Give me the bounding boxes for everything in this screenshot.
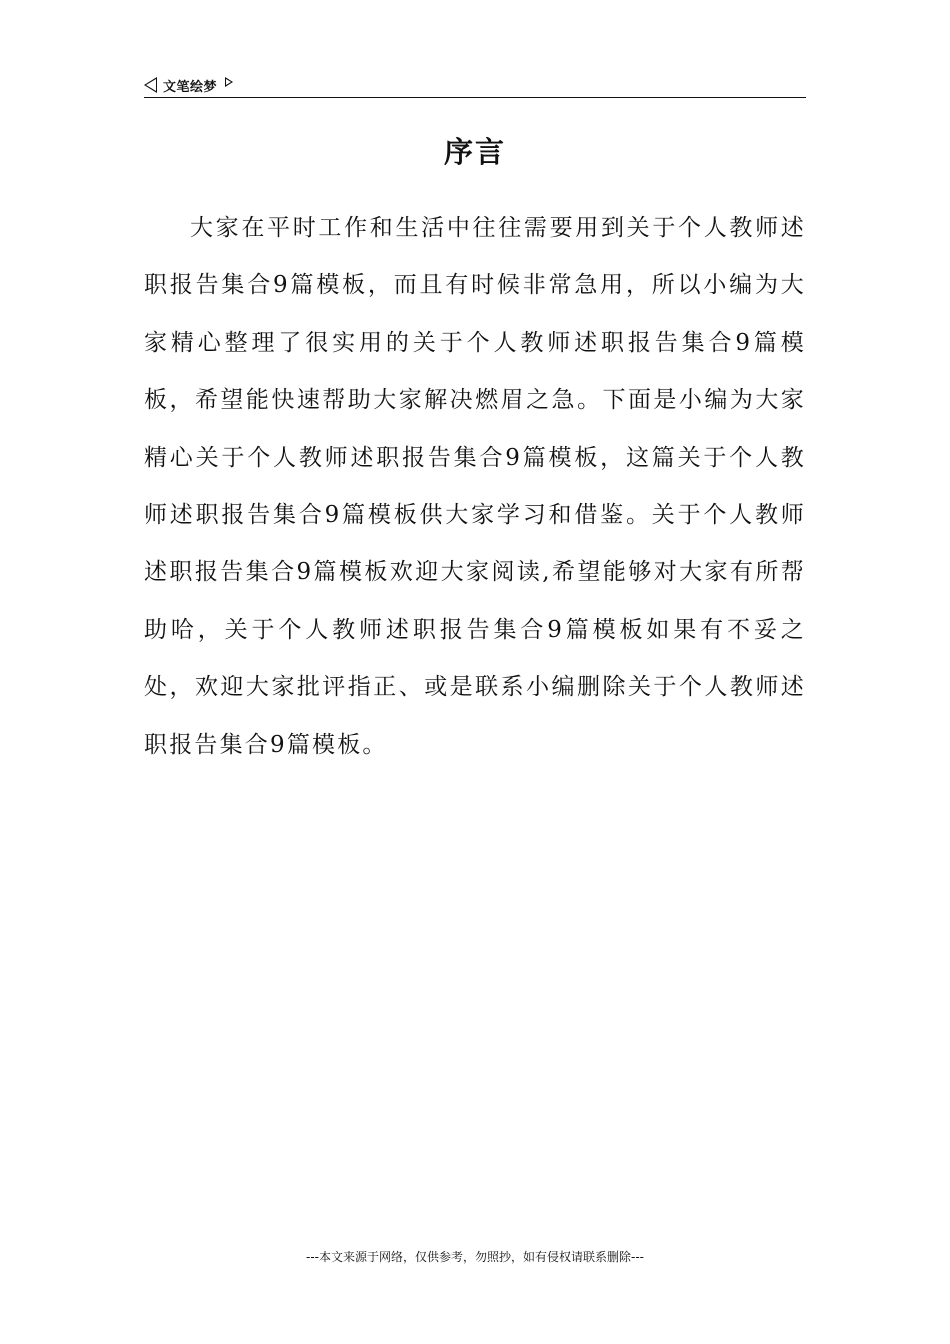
header-divider — [144, 97, 806, 98]
page-title: 序言 — [443, 135, 506, 169]
footer-notice: ---本文来源于网络，仅供参考，勿照抄，如有侵权请联系删除--- — [306, 1250, 644, 1264]
triangle-right-icon — [225, 77, 233, 87]
header-brand: 文笔绘梦 — [163, 79, 218, 95]
preface-paragraph: 大家在平时工作和生活中往往需要用到关于个人教师述职报告集合9篇模板，而且有时候非常急用，所以小编为大家精心整理了很实用的关于个人教师述职报告集合9篇模板，希望能快速帮助大家解决燃眉之急。下面是小编为大家精心关于个人教师述职报告集合9篇模板，这篇关于个人教师述职报告集合9篇模板供大家学习和借鉴。关于个人教师述职报告集合9篇模板欢迎大家阅读,希望能够对大家有所帮助哈，关于个人教师述职报告集合9篇模板如果有不妥之处，欢迎大家批评指正、或是联系小编删除关于个人教师述职报告集合9篇模板。 — [144, 215, 806, 758]
triangle-left-icon — [144, 77, 157, 93]
page-header — [144, 74, 806, 96]
